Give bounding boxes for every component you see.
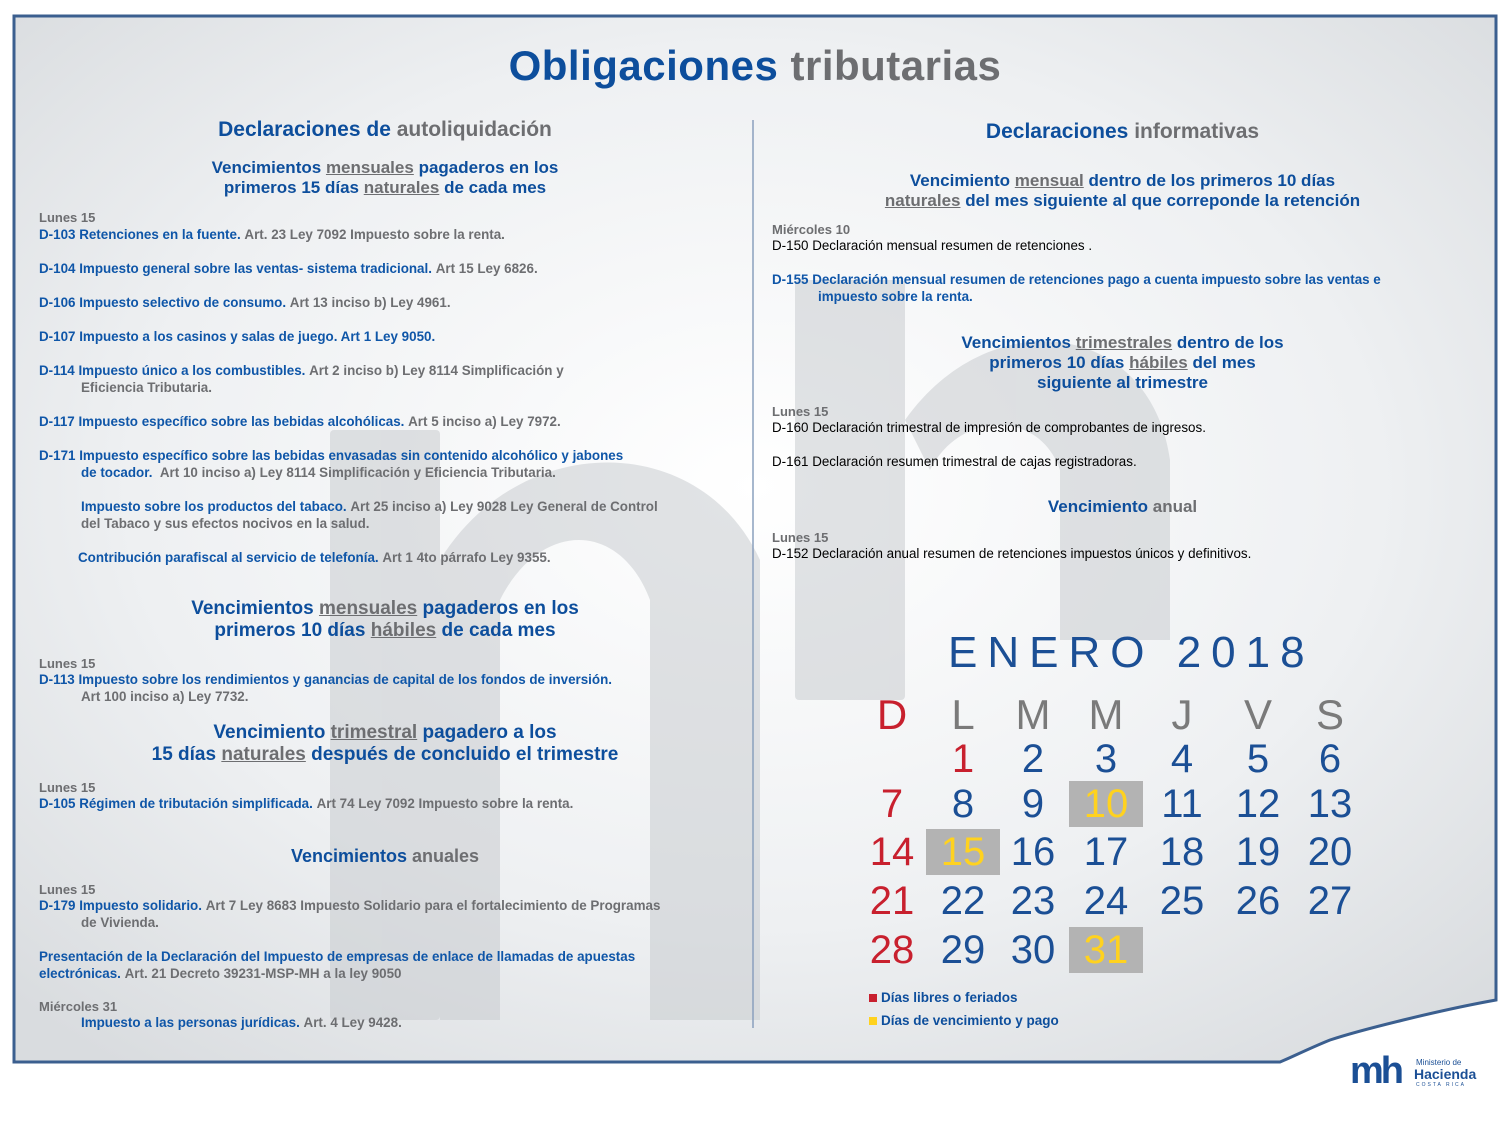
r-sec1-heading-text: Vencimiento — [909, 171, 1011, 190]
sec3-heading-text: 15 días — [151, 744, 217, 765]
item-ref: de Vivienda. — [81, 915, 159, 930]
title-part-1: Obligaciones — [508, 42, 779, 89]
logo-mark: mh — [1350, 1050, 1401, 1092]
calendar-day-due: 15 — [926, 829, 1000, 875]
sec4-heading-text: anuales — [412, 846, 480, 866]
calendar-day: 2 — [1021, 737, 1045, 781]
calendar-day: 8 — [951, 782, 975, 826]
sec1-heading-text: de cada mes — [444, 178, 547, 197]
item-ref: Art 7 Ley 8683 Impuesto Solidario para el fortalecimiento de Programas — [205, 898, 661, 913]
list-item: D-152 Declaración anual resumen de retenciones impuestos únicos y definitivos. — [772, 546, 1252, 561]
item-code: D-103 Retenciones en la fuente. — [39, 227, 241, 242]
item-code: D-171 Impuesto específico sobre las bebidas envasadas sin contenido alcohólico y jabones — [39, 448, 624, 463]
item-ref: Art 74 Ley 7092 Impuesto sobre la renta. — [316, 796, 574, 811]
weekday-header: M — [1088, 691, 1124, 738]
calendar-day: 19 — [1235, 830, 1281, 874]
r-sec2-heading-underlined: trimestrales — [1075, 333, 1173, 352]
sec4-heading-text: Vencimientos — [290, 846, 407, 866]
item-code: D-107 Impuesto a los casinos y salas de juego. Art 1 Ley 9050. — [39, 329, 436, 344]
item-ref: Art 25 inciso a) Ley 9028 Ley General de Control — [350, 499, 658, 514]
title-part-2: tributarias — [790, 42, 1002, 89]
item-ref: Art. 4 Ley 9428. — [303, 1015, 402, 1030]
weekday-header: V — [1243, 691, 1272, 738]
calendar-day: 28 — [869, 928, 915, 972]
calendar-day-due: 31 — [1069, 927, 1143, 973]
legend-label: Días libres o feriados — [881, 990, 1018, 1005]
item-ref: Art. 23 Ley 7092 Impuesto sobre la renta. — [244, 227, 505, 242]
calendar-day-due: 10 — [1069, 781, 1143, 827]
legend-item — [869, 1013, 1059, 1028]
item-code: Impuesto a las personas jurídicas. — [81, 1015, 300, 1030]
calendar-day: 18 — [1159, 830, 1205, 874]
sec1-heading-text: Vencimientos — [211, 158, 322, 177]
sec2-heading-text: pagaderos en los — [422, 598, 579, 619]
weekday-header: L — [951, 691, 975, 738]
calendar-day: 21 — [869, 879, 915, 923]
sec3-heading-text: después de concluido el trimestre — [311, 744, 619, 765]
item-code: D-179 Impuesto solidario. — [39, 898, 202, 913]
item-ref: Eficiencia Tributaria. — [81, 380, 212, 395]
item-ref: Art 13 inciso b) Ley 4961. — [289, 295, 451, 310]
sec1-heading-text: primeros 15 días — [223, 178, 359, 197]
item-ref: Art 5 inciso a) Ley 7972. — [408, 414, 561, 429]
item-code: Impuesto sobre los productos del tabaco. — [81, 499, 347, 514]
logo-line-2: Hacienda — [1414, 1066, 1477, 1082]
due-day-label: Lunes 15 — [39, 882, 96, 897]
sec2-heading-underlined: mensuales — [318, 598, 418, 619]
list-item: D-161 Declaración resumen trimestral de cajas registradoras. — [772, 454, 1137, 469]
calendar-day: 25 — [1159, 879, 1205, 923]
sec3-heading-underlined: trimestral — [330, 722, 418, 743]
calendar-day: 9 — [1021, 782, 1045, 826]
calendar-day: 7 — [880, 782, 904, 826]
weekday-header: J — [1171, 691, 1193, 738]
item-code: D-104 Impuesto general sobre las ventas- sistema tradicional. — [39, 261, 432, 276]
r-sec2-heading-text: Vencimientos — [961, 333, 1071, 352]
legend-label: Días de vencimiento y pago — [881, 1013, 1059, 1028]
calendar-day: 20 — [1307, 830, 1353, 874]
item-code: D-113 Impuesto sobre los rendimientos y ganancias de capital de los fondos de inversión. — [39, 672, 612, 687]
list-item: D-150 Declaración mensual resumen de retenciones . — [772, 238, 1093, 253]
sec2-heading-text: primeros 10 días — [214, 620, 366, 641]
item-ref: Art 1 4to párrafo Ley 9355. — [382, 550, 551, 565]
item-code: impuesto sobre la renta. — [818, 289, 973, 304]
due-day-label: Lunes 15 — [39, 210, 96, 225]
legend-swatch-yellow — [869, 1017, 877, 1025]
due-day-label: Lunes 15 — [39, 656, 96, 671]
item-code: D-117 Impuesto específico sobre las bebidas alcohólicas. — [39, 414, 405, 429]
calendar-day: 3 — [1094, 737, 1118, 781]
sec1-heading-underlined: naturales — [363, 178, 440, 197]
sec3-heading-text: Vencimiento — [213, 722, 326, 743]
r-sec2-heading-text: primeros 10 días — [989, 353, 1125, 372]
sec3-heading-text: pagadero a los — [422, 722, 557, 743]
item-ref: Art 100 inciso a) Ley 7732. — [81, 689, 249, 704]
calendar-day: 30 — [1010, 928, 1056, 972]
item-ref: Art. 21 Decreto 39231-MSP-MH a la ley 9050 — [124, 966, 402, 981]
r-sec1-heading-underlined: naturales — [884, 191, 961, 210]
calendar-title: ENERO 2018 — [948, 628, 1315, 677]
r-sec2-heading-underlined: hábiles — [1129, 353, 1188, 372]
item-code: Contribución parafiscal al servicio de telefonía. — [78, 550, 379, 565]
item-code: electrónicas. — [39, 966, 121, 981]
item-code: Presentación de la Declaración del Impuesto de empresas de enlace de llamadas de apuestas — [39, 949, 636, 964]
sec2-heading-underlined: hábiles — [370, 620, 437, 641]
due-day-label: Miércoles 10 — [772, 222, 851, 237]
r-sec2-heading-text: dentro de los — [1176, 333, 1284, 352]
item-code: D-105 Régimen de tributación simplificada. — [39, 796, 313, 811]
calendar-day: 16 — [1010, 830, 1056, 874]
calendar-day: 24 — [1083, 879, 1129, 923]
right-heading-part-2: informativas — [1134, 120, 1260, 143]
weekday-header: D — [876, 691, 908, 738]
r-sec3-heading-text: Vencimiento — [1047, 497, 1148, 516]
left-heading-part-2: autoliquidación — [396, 118, 552, 141]
item-ref: Art 10 inciso a) Ley 8114 Simplificación y Eficiencia Tributaria. — [159, 465, 556, 480]
calendar-day: 17 — [1083, 830, 1129, 874]
left-heading-part-1: Declaraciones de — [218, 118, 391, 141]
legend-swatch-red — [869, 994, 877, 1002]
item-code: D-155 Declaración mensual resumen de retenciones pago a cuenta impuesto sobre las ventas e — [772, 272, 1381, 287]
list-item: D-160 Declaración trimestral de impresión de comprobantes de ingresos. — [772, 420, 1206, 435]
r-sec2-heading-text: siguiente al trimestre — [1036, 373, 1208, 392]
r-sec1-heading-underlined: mensual — [1014, 171, 1084, 190]
weekday-header: M — [1015, 691, 1051, 738]
weekday-header: S — [1315, 691, 1344, 738]
calendar-day: 23 — [1010, 879, 1056, 923]
item-ref: Art 2 inciso b) Ley 8114 Simplificación y — [309, 363, 564, 378]
hacienda-logo — [1350, 1052, 1480, 1092]
logo-line-3: COSTA RICA — [1416, 1082, 1466, 1088]
sec3-heading-underlined: naturales — [221, 744, 306, 765]
item-code: D-106 Impuesto selectivo de consumo. — [39, 295, 287, 310]
due-day-label: Miércoles 31 — [39, 999, 118, 1014]
calendar-day: 22 — [940, 879, 986, 923]
r-sec1-heading-text: del mes siguiente al que correponde la retención — [965, 191, 1361, 210]
item-code: D-114 Impuesto único a los combustibles. — [39, 363, 306, 378]
r-sec3-heading-text: anual — [1152, 497, 1198, 516]
item-code: de tocador. — [81, 465, 153, 480]
calendar-legend — [869, 990, 1059, 1028]
sec1-heading-underlined: mensuales — [325, 158, 414, 177]
item-ref: Art 15 Ley 6826. — [435, 261, 538, 276]
calendar-day: 11 — [1161, 782, 1203, 826]
calendar-day: 6 — [1318, 737, 1342, 781]
legend-item — [869, 990, 1059, 1005]
r-sec1-heading-text: dentro de los primeros 10 días — [1088, 171, 1336, 190]
item-ref: del Tabaco y sus efectos nocivos en la salud. — [81, 516, 370, 531]
right-heading-part-1: Declaraciones — [985, 120, 1129, 143]
calendar-day: 29 — [940, 928, 986, 972]
logo-line-1: Ministerio de — [1416, 1058, 1462, 1067]
calendar-day: 13 — [1307, 782, 1353, 826]
due-day-label: Lunes 15 — [772, 404, 829, 419]
calendar-day: 27 — [1307, 879, 1353, 923]
calendar-day: 14 — [869, 830, 915, 874]
due-day-label: Lunes 15 — [772, 530, 829, 545]
sec2-heading-text: de cada mes — [441, 620, 556, 641]
calendar-day: 1 — [951, 737, 975, 781]
calendar-day: 5 — [1246, 737, 1270, 781]
r-sec2-heading-text: del mes — [1192, 353, 1256, 372]
calendar-day: 26 — [1235, 879, 1281, 923]
sec1-heading-text: pagaderos en los — [418, 158, 559, 177]
due-day-label: Lunes 15 — [39, 780, 96, 795]
sec2-heading-text: Vencimientos — [191, 598, 314, 619]
calendar-day: 4 — [1170, 737, 1194, 781]
calendar-day: 12 — [1235, 782, 1281, 826]
